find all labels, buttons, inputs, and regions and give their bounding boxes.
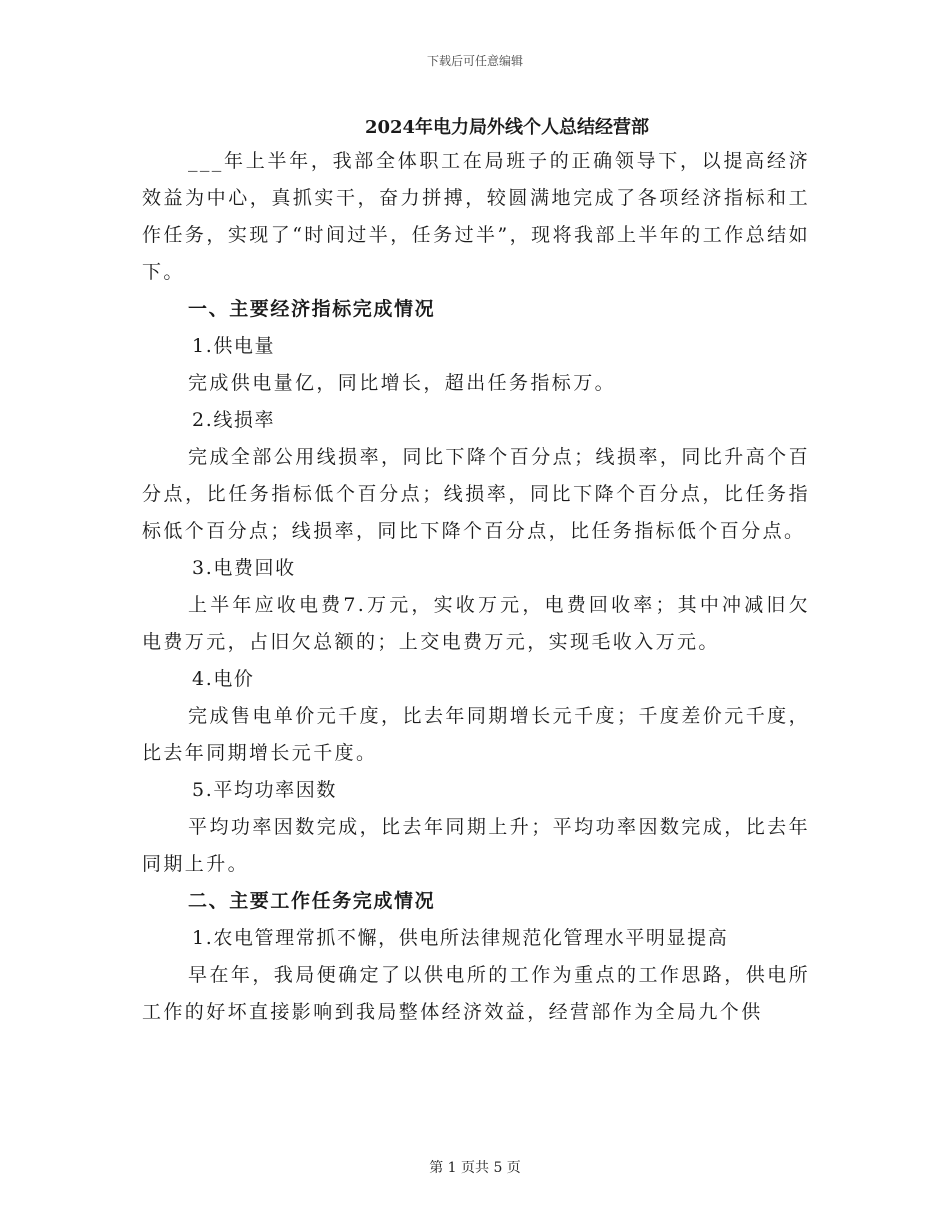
item-5-text: 平均功率因数完成，比去年同期上升；平均功率因数完成，比去年同期上升。 (142, 816, 810, 875)
item-4-title: 4.电价 (192, 668, 255, 690)
item-3-title: 3.电费回收 (192, 557, 296, 579)
item-1-text: 完成供电量亿，同比增长，超出任务指标万。 (188, 372, 617, 394)
item-2-text: 完成全部公用线损率，同比下降个百分点；线损率，同比升高个百分点，比任务指标低个百分点；线损率，同比下降个百分点，比任务指标低个百分点；线损率，同比下降个百分点，比任务指标低个百分点。 (142, 446, 810, 542)
item-2-title: 2.线损率 (192, 409, 276, 431)
document-body (142, 113, 810, 1031)
document-title: 2024年电力局外线个人总结经营部 (364, 117, 650, 138)
page-number: 第 1 页共 5 页 (429, 1160, 521, 1176)
download-note: 下载后可任意编辑 (426, 54, 523, 68)
item-5-title: 5.平均功率因数 (192, 779, 337, 801)
section-1-heading: 一、主要经济指标完成情况 (188, 298, 436, 320)
item-1-title: 1.供电量 (192, 335, 276, 357)
item-4-text: 完成售电单价元千度，比去年同期增长元千度；千度差价元千度，比去年同期增长元千度。 (142, 705, 810, 764)
intro-paragraph: ___年上半年，我部全体职工在局班子的正确领导下，以提高经济效益为中心，真抓实干，奋力拼搏，较圆满地完成了各项经济指标和工作任务，实现了“时间过半，任务过半”，现将我部上半年的工作总结如下。 (142, 150, 810, 283)
section-2-item-1-text: 早在年，我局便确定了以供电所的工作为重点的工作思路，供电所工作的好坏直接影响到我局整体经济效益，经营部作为全局九个供 (142, 964, 810, 1023)
item-3-text: 上半年应收电费7.万元，实收万元，电费回收率；其中冲减旧欠电费万元，占旧欠总额的；上交电费万元，实现毛收入万元。 (142, 594, 810, 653)
section-2-heading: 二、主要工作任务完成情况 (188, 890, 436, 912)
section-2-item-1-title: 1.农电管理常抓不懈，供电所法律规范化管理水平明显提高 (192, 927, 729, 949)
